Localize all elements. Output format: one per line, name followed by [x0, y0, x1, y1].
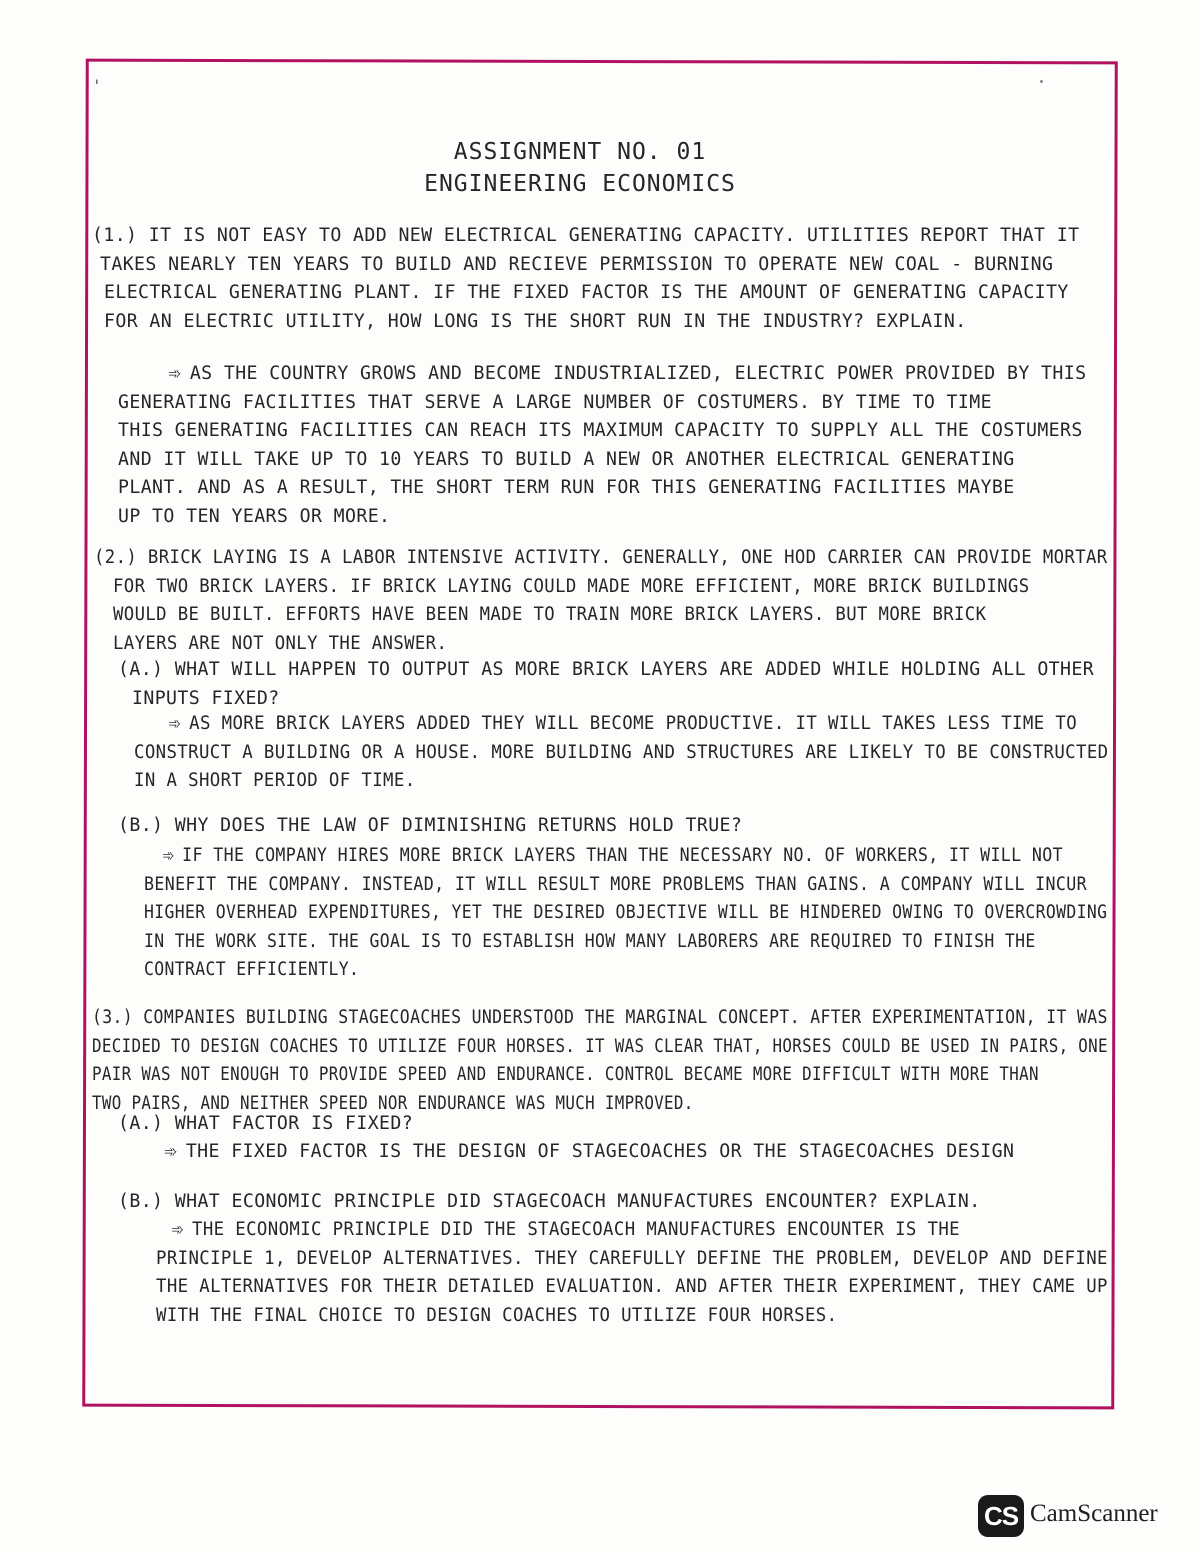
arrow-icon: ➾	[168, 364, 182, 383]
question-1	[92, 222, 1079, 336]
question-2	[94, 544, 1161, 658]
answer-3b-line: THE ALTERNATIVES FOR THEIR DETAILED EVALUATION. AND AFTER THEIR EXPERIMENT, THEY CAME UP	[156, 1276, 1108, 1297]
answer-2b-line: ➾ IF THE COMPANY HIRES MORE BRICK LAYERS THAN THE NECESSARY NO. OF WORKERS, IT WILL NOT	[162, 845, 1063, 866]
answer-1-line: AND IT WILL TAKE UP TO 10 YEARS TO BUILD A NEW OR ANOTHER ELECTRICAL GENERATING	[118, 448, 1015, 470]
q3b-line: (B.) WHAT ECONOMIC PRINCIPLE DID STAGECOACH MANUFACTURES ENCOUNTER? EXPLAIN.	[118, 1191, 981, 1212]
q2a-line: (A.) WHAT WILL HAPPEN TO OUTPUT AS MORE BRICK LAYERS ARE ADDED WHILE HOLDING ALL OTHER	[118, 659, 1095, 680]
q3-line: DECIDED TO DESIGN COACHES TO UTILIZE FOUR HORSES. IT WAS CLEAR THAT, HORSES COULD BE USED IN PAIRS, ONE	[92, 1035, 1108, 1057]
q1-line: TAKES NEARLY TEN YEARS TO BUILD AND RECIEVE PERMISSION TO OPERATE NEW COAL - BURNING	[100, 253, 1054, 275]
q2b-line: (B.) WHY DOES THE LAW OF DIMINISHING RETURNS HOLD TRUE?	[118, 815, 743, 836]
answer-3b	[156, 1216, 1155, 1330]
answer-1-line: PLANT. AND AS A RESULT, THE SHORT TERM RUN FOR THIS GENERATING FACILITIES MAYBE	[118, 477, 1015, 498]
question-2a	[118, 656, 1094, 713]
answer-2b-line: HIGHER OVERHEAD EXPENDITURES, YET THE DESIRED OBJECTIVE WILL BE HINDERED OWING TO OVERCROWDING	[144, 902, 1108, 923]
q2-line: (2.) BRICK LAYING IS A LABOR INTENSIVE ACTIVITY. GENERALLY, ONE HOD CARRIER CAN PROVIDE MORTAR	[94, 547, 1108, 568]
q3-line: (3.) COMPANIES BUILDING STAGECOACHES UNDERSTOOD THE MARGINAL CONCEPT. AFTER EXPERIMENTATION, IT WAS	[92, 1007, 1108, 1028]
q2-line: LAYERS ARE NOT ONLY THE ANSWER.	[113, 632, 448, 654]
camscanner-logo-icon: CS	[978, 1495, 1024, 1537]
answer-2a-line: IN A SHORT PERIOD OF TIME.	[134, 770, 416, 791]
q1-line: FOR AN ELECTRIC UTILITY, HOW LONG IS THE SHORT RUN IN THE INDUSTRY? EXPLAIN.	[104, 310, 967, 332]
answer-1	[118, 360, 1086, 531]
arrow-icon: ➾	[162, 846, 175, 865]
question-3a	[118, 1110, 413, 1139]
answer-2b	[144, 842, 1200, 985]
answer-1-line: ➾ AS THE COUNTRY GROWS AND BECOME INDUSTRIALIZED, ELECTRIC POWER PROVIDED BY THIS	[168, 363, 1087, 384]
q3a-line: (A.) WHAT FACTOR IS FIXED?	[118, 1113, 414, 1134]
q2-line: FOR TWO BRICK LAYERS. IF BRICK LAYING COULD MADE MORE EFFICIENT, MORE BRICK BUILDINGS	[113, 575, 1030, 597]
q1-line: (1.) IT IS NOT EASY TO ADD NEW ELECTRICAL GENERATING CAPACITY. UTILITIES REPORT THAT IT	[92, 225, 1080, 246]
assignment-title: ASSIGNMENT NO. 01	[453, 139, 707, 165]
assignment-header	[300, 136, 860, 200]
answer-1-line: GENERATING FACILITIES THAT SERVE A LARGE NUMBER OF COSTUMERS. BY TIME TO TIME	[118, 391, 992, 413]
q2-line: WOULD BE BUILT. EFFORTS HAVE BEEN MADE TO TRAIN MORE BRICK LAYERS. BUT MORE BRICK	[113, 604, 987, 625]
answer-2b-line: CONTRACT EFFICIENTLY.	[144, 959, 360, 980]
q3-line: PAIR WAS NOT ENOUGH TO PROVIDE SPEED AND ENDURANCE. CONTROL BECAME MORE DIFFICULT WITH MORE THAN	[92, 1064, 1039, 1085]
question-3	[92, 1004, 1200, 1118]
arrow-icon: ➾	[171, 1220, 185, 1239]
answer-3b-line: WITH THE FINAL CHOICE TO DESIGN COACHES TO UTILIZE FOUR HORSES.	[156, 1304, 838, 1326]
arrow-icon: ➾	[168, 714, 182, 733]
q3-line: TWO PAIRS, AND NEITHER SPEED NOR ENDURANCE WAS MUCH IMPROVED.	[92, 1092, 694, 1114]
question-3b	[118, 1188, 981, 1217]
answer-2a-line: ➾ AS MORE BRICK LAYERS ADDED THEY WILL BECOME PRODUCTIVE. IT WILL TAKES LESS TIME TO	[168, 713, 1078, 734]
answer-2a-line: CONSTRUCT A BUILDING OR A HOUSE. MORE BUILDING AND STRUCTURES ARE LIKELY TO BE CONSTRUCTED	[134, 741, 1109, 763]
answer-2b-line: BENEFIT THE COMPANY. INSTEAD, IT WILL RESULT MORE PROBLEMS THAN GAINS. A COMPANY WILL INCUR	[144, 873, 1087, 895]
question-2b	[118, 812, 742, 841]
q2a-line: INPUTS FIXED?	[132, 687, 280, 709]
camscanner-watermark: CamScanner	[1030, 1500, 1158, 1527]
corner-mark: '	[92, 76, 102, 95]
q1-line: ELECTRICAL GENERATING PLANT. IF THE FIXED FACTOR IS THE AMOUNT OF GENERATING CAPACITY	[104, 282, 1069, 303]
answer-3a	[164, 1138, 1014, 1167]
arrow-icon: ➾	[164, 1142, 178, 1161]
answer-2b-line: IN THE WORK SITE. THE GOAL IS TO ESTABLISH HOW MANY LABORERS ARE REQUIRED TO FINISH THE	[144, 930, 1036, 952]
answer-2a	[134, 710, 1155, 796]
answer-1-line: UP TO TEN YEARS OR MORE.	[118, 505, 391, 527]
answer-3b-line: PRINCIPLE 1, DEVELOP ALTERNATIVES. THEY CAREFULLY DEFINE THE PROBLEM, DEVELOP AND DEFINE	[156, 1247, 1108, 1269]
answer-3a-line: ➾ THE FIXED FACTOR IS THE DESIGN OF STAGECOACHES OR THE STAGECOACHES DESIGN	[164, 1141, 1015, 1162]
answer-3b-line: ➾ THE ECONOMIC PRINCIPLE DID THE STAGECOACH MANUFACTURES ENCOUNTER IS THE	[171, 1219, 961, 1240]
speck-mark	[1040, 80, 1043, 83]
answer-1-line: THIS GENERATING FACILITIES CAN REACH ITS MAXIMUM CAPACITY TO SUPPLY ALL THE COSTUMERS	[118, 420, 1083, 441]
course-title: ENGINEERING ECONOMICS	[424, 171, 736, 197]
